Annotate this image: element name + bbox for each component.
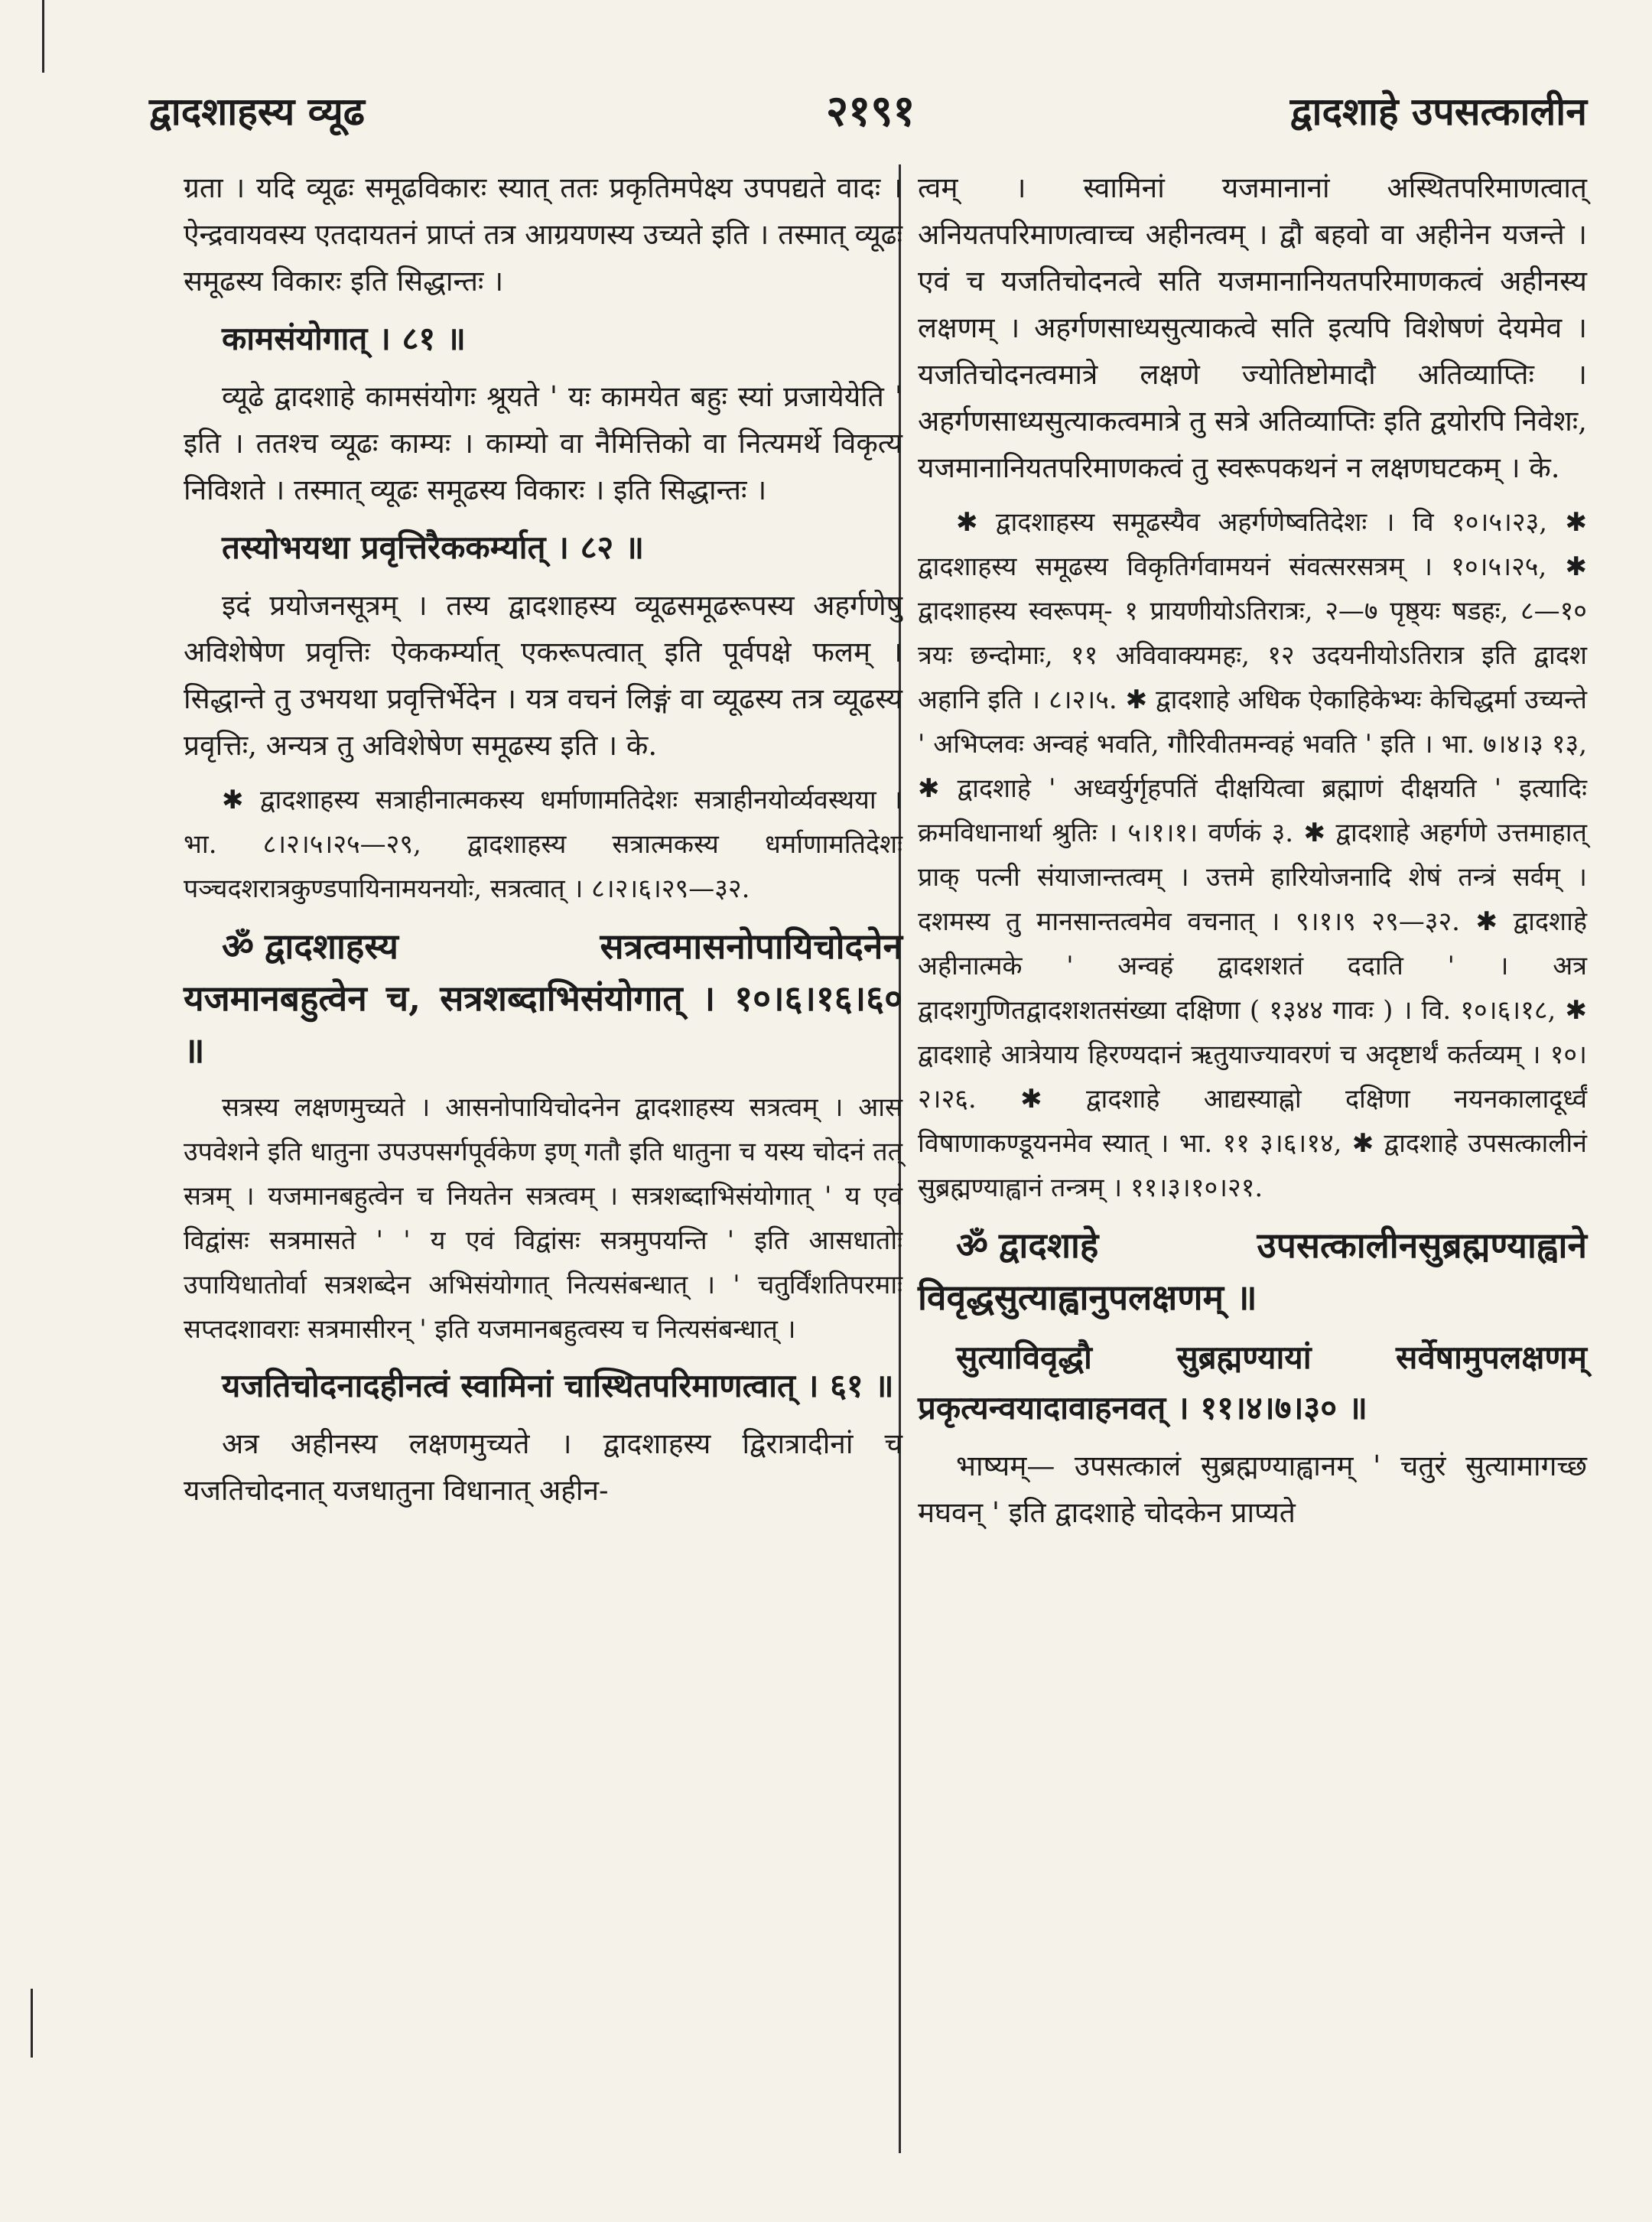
section-heading-text: द्वादशाहस्य सत्रत्वमासनोपायिचोदनेन यजमानबहुत्वेन च, सत्रशब्दाभिसंयोगात् । १०।६।१६।६० ॥ [184, 926, 902, 1071]
section-mark-icon: ॐ [222, 926, 254, 967]
page-number: २१९१ [826, 86, 915, 136]
sutra-line: कामसंयोगात् । ८१ ॥ [222, 320, 466, 357]
sutra-line: सुत्याविवृद्धौ सुब्रह्मण्यायां सर्वेषामुपलक्षणम् प्रकृत्यन्वयादावाहनवत् । ११।४।७।३० ॥ [918, 1339, 1587, 1427]
paragraph: ग्रता । यदि व्यूढः समूढविकारः स्यात् ततः प्रकृतिमपेक्ष्य उपपद्यते वादः । ऐन्द्रवायवस्य एतदायतनं प्राप्तं तत्र आग्रयणस्य उच्यते इति । तस्मात् व्यूढः समूढस्य विकारः इति सिद्धान्तः । [184, 171, 902, 298]
section-heading-text: द्वादशाहे उपसत्कालीनसुब्रह्मण्याह्वाने विवृद्धसुत्याह्वानुपलक्षणम् ॥ [918, 1225, 1587, 1318]
scan-edge-mark-bottom [31, 1989, 33, 2058]
cross-reference-paragraph: ✱ द्वादशाहस्य सत्राहीनात्मकस्य धर्माणामतिदेशः सत्राहीनयोर्व्यवस्थया । भा. ८।२।५।२५—२९, द्वादशाहस्य सत्रात्मकस्य धर्माणामतिदेशः पञ्चदशरात्रकुण्डपायिनामयनयोः, सत्रत्वात् । ८।२।६।२९—३२. [184, 785, 902, 904]
section-heading [184, 920, 902, 1076]
header-left-title: द्वादशाहस्य व्यूढ [149, 89, 365, 134]
header-right-title: द्वादशाहे उपसत्कालीन [1289, 89, 1587, 134]
paragraph: सत्रस्य लक्षणमुच्यते । आसनोपायिचोदनेन द्वादशाहस्य सत्रत्वम् । आस उपवेशने इति धातुना उपउपसर्गपूर्वकेण इण् गतौ इति धातुना च यस्य चोदनं तत् सत्रम् । यजमानबहुत्वेन च नियतेन सत्रत्वम् । सत्रशब्दाभिसंयोगात् ' य एवं विद्वांसः सत्रमासते ' ' य एवं विद्वांसः सत्रमुपयन्ति ' इति आसधातोः उपायिधातोर्वा सत्रशब्देन अभिसंयोगात् नित्यसंबन्धात् । ' चतुर्विंशतिपरमाः सप्तदशावराः सत्रमासीरन् ' इति यजमानबहुत्वस्य च नित्यसंबन्धात् । [184, 1092, 902, 1345]
cross-reference-paragraph: ✱ द्वादशाहस्य समूढस्यैव अहर्गणेष्वतिदेशः । वि १०।५।२३, ✱ द्वादशाहस्य समूढस्य विकृतिर्गवामयनं संवत्सरसत्रम् । १०।५।२५, ✱ द्वादशाहस्य स्वरूपम्- १ प्रायणीयोऽतिरात्रः, २—७ पृष्ठ्यः षडहः, ८—१० त्रयः छन्दोमाः, ११ अविवाक्यमहः, १२ उदयनीयोऽतिरात्र इति द्वादश अहानि इति । ८।२।५. ✱ द्वादशाहे अधिक ऐकाहिकेभ्यः केचिद्धर्मा उच्यन्ते ' अभिप्लवः अन्वहं भवति, गौरिवीतमन्वहं भवति ' इति । भा. ७।४।३ १३, ✱ द्वादशाहे ' अध्वर्युर्गृहपतिं दीक्षयित्वा ब्रह्माणं दीक्षयति ' इत्यादिः क्रमविधानार्था श्रुतिः । ५।१।१। वर्णकं ३. ✱ द्वादशाहे अहर्गणे उत्तमाहात् प्राक् पत्नी संयाजान्तत्वम् । उत्तमे हारियोजनादि शेषं तन्त्रं सर्वम् । दशमस्य तु मानसान्तत्वमेव वचनात् । ९।१।९ २९—३२. ✱ द्वादशाहे अहीनात्मके ' अन्वहं द्वादशशतं ददाति ' । अत्र द्वादशगुणितद्वादशशतसंख्या दक्षिणा ( १३४४ गावः ) । वि. १०।६।१८, ✱ द्वादशाहे आत्रेयाय हिरण्यदानं ऋतुयाज्यावरणं च अदृष्टार्थं कर्तव्यम् । १०।२।२६. ✱ द्वादशाहे आद्यस्याह्नो दक्षिणा नयनकालादूर्ध्वं विषाणाकण्डूयनमेव स्यात् । भा. ११ ३।६।१४, ✱ द्वादशाहे उपसत्कालीनं सुब्रह्मण्याह्वानं तन्त्रम् । ११।३।१०।२१. [918, 507, 1587, 1203]
scan-edge-mark-top [42, 0, 44, 73]
paragraph: त्वम् । स्वामिनां यजमानानां अस्थितपरिमाणत्वात् अनियतपरिमाणत्वाच्च अहीनत्वम् । द्वौ बहवो वा अहीनेन यजन्ते । एवं च यजतिचोदनत्वे सति यजमानानियतपरिमाणकत्वं अहीनस्य लक्षणम् । अहर्गणसाध्यसुत्याकत्वे सति इत्यपि विशेषणं देयमेव । यजतिचोदनत्वमात्रे लक्षणे ज्योतिष्टोमादौ अतिव्याप्तिः । अहर्गणसाध्यसुत्याकत्वमात्रे तु सत्रे अतिव्याप्तिः इति द्वयोरपि निवेशः, यजमानानियतपरिमाणकत्वं तु स्वरूपकथनं न लक्षणघटकम् । के. [918, 171, 1587, 484]
page-header [149, 73, 1587, 142]
paragraph: भाष्यम्— उपसत्कालं सुब्रह्मण्याह्वानम् ' चतुरं सुत्यामागच्छ मघवन् ' इति द्वादशाहे चोदकेन प्राप्यते [918, 1449, 1587, 1529]
right-column [918, 164, 1587, 1545]
paragraph: इदं प्रयोजनसूत्रम् । तस्य द्वादशाहस्य व्यूढसमूढरूपस्य अहर्गणेषु अविशेषेण प्रवृत्तिः ऐककर्म्यात् एकरूपत्वात् इति पूर्वपक्षे फलम् । सिद्धान्ते तु उभयथा प्रवृत्तिर्भेदेन । यत्र वचनं लिङ्गं वा व्यूढस्य तत्र व्यूढस्य प्रवृत्तिः, अन्यत्र तु अविशेषेण समूढस्य इति । के. [184, 589, 902, 762]
sutra-line: तस्योभयथा प्रवृत्तिरैककर्म्यात् । ८२ ॥ [222, 529, 645, 566]
left-column [184, 164, 902, 1523]
sutra-line: यजतिचोदनादहीनत्वं स्वामिनां चास्थितपरिमाणत्वात् । ६१ ॥ [222, 1367, 894, 1404]
section-mark-icon: ॐ [956, 1225, 988, 1266]
paragraph: अत्र अहीनस्य लक्षणमुच्यते । द्वादशाहस्य द्विरात्रादीनां च यजतिचोदनात् यजधातुना विधानात् अहीन- [184, 1427, 902, 1507]
section-heading [918, 1219, 1587, 1323]
paragraph: व्यूढे द्वादशाहे कामसंयोगः श्रूयते ' यः कामयेत बहुः स्यां प्रजायेयेति ' इति । ततश्च व्यूढः काम्यः । काम्यो वा नैमित्तिको वा नित्यमर्थे विकृत्य निविशते । तस्मात् व्यूढः समूढस्य विकारः । इति सिद्धान्तः । [184, 380, 902, 506]
